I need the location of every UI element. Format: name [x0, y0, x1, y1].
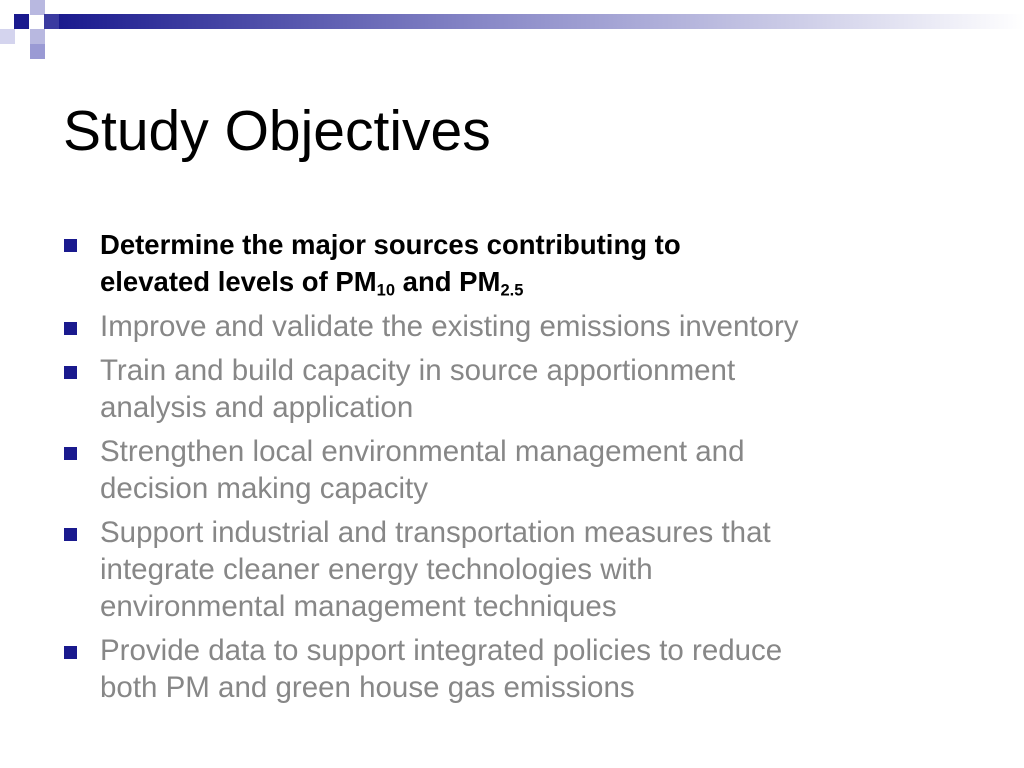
bullet-text: and PM — [395, 266, 501, 297]
bullet-item — [62, 308, 942, 345]
bullet-line: Determine the major sources contributing to — [100, 229, 681, 260]
bullet-item — [62, 433, 942, 507]
banner-square-mid — [30, 44, 45, 59]
square-bullet-icon — [64, 646, 77, 659]
square-bullet-icon — [64, 528, 77, 541]
bullet-item — [62, 632, 942, 706]
square-bullet-icon — [64, 447, 77, 460]
banner-gradient-bar — [58, 14, 1024, 29]
bullet-item — [62, 514, 942, 625]
bullet-line: Train and build capacity in source apportionment — [100, 354, 736, 387]
square-bullet-icon — [64, 239, 77, 252]
bullet-line: Provide data to support integrated policies to reduce — [100, 634, 783, 667]
bullet-line: decision making capacity — [100, 472, 428, 505]
bullet-text: elevated levels of PM — [100, 266, 377, 297]
bullet-line: Support industrial and transportation measures that — [100, 516, 771, 549]
banner-square-mid — [44, 14, 59, 29]
slide-title: Study Objectives — [63, 99, 491, 163]
subscript: 2.5 — [500, 281, 524, 300]
bullet-line: Improve and validate the existing emissions inventory — [100, 310, 799, 343]
bullet-line: Strengthen local environmental management and — [100, 435, 745, 468]
subscript: 10 — [376, 281, 396, 300]
bullet-line: environmental management techniques — [100, 590, 617, 623]
banner-square-light — [0, 29, 15, 44]
bullet-line — [100, 263, 942, 300]
square-bullet-icon — [64, 322, 77, 335]
bullet-item — [62, 352, 942, 426]
banner-square-light — [30, 29, 45, 44]
banner-square-dark — [14, 14, 29, 29]
bullet-line: integrate cleaner energy technologies with — [100, 553, 653, 586]
header-banner — [0, 0, 1024, 60]
bullet-line: both PM and green house gas emissions — [100, 671, 635, 704]
bullet-item — [62, 226, 942, 300]
banner-square-light — [30, 0, 45, 15]
objectives-list — [62, 226, 942, 713]
bullet-line: analysis and application — [100, 391, 414, 424]
square-bullet-icon — [64, 366, 77, 379]
